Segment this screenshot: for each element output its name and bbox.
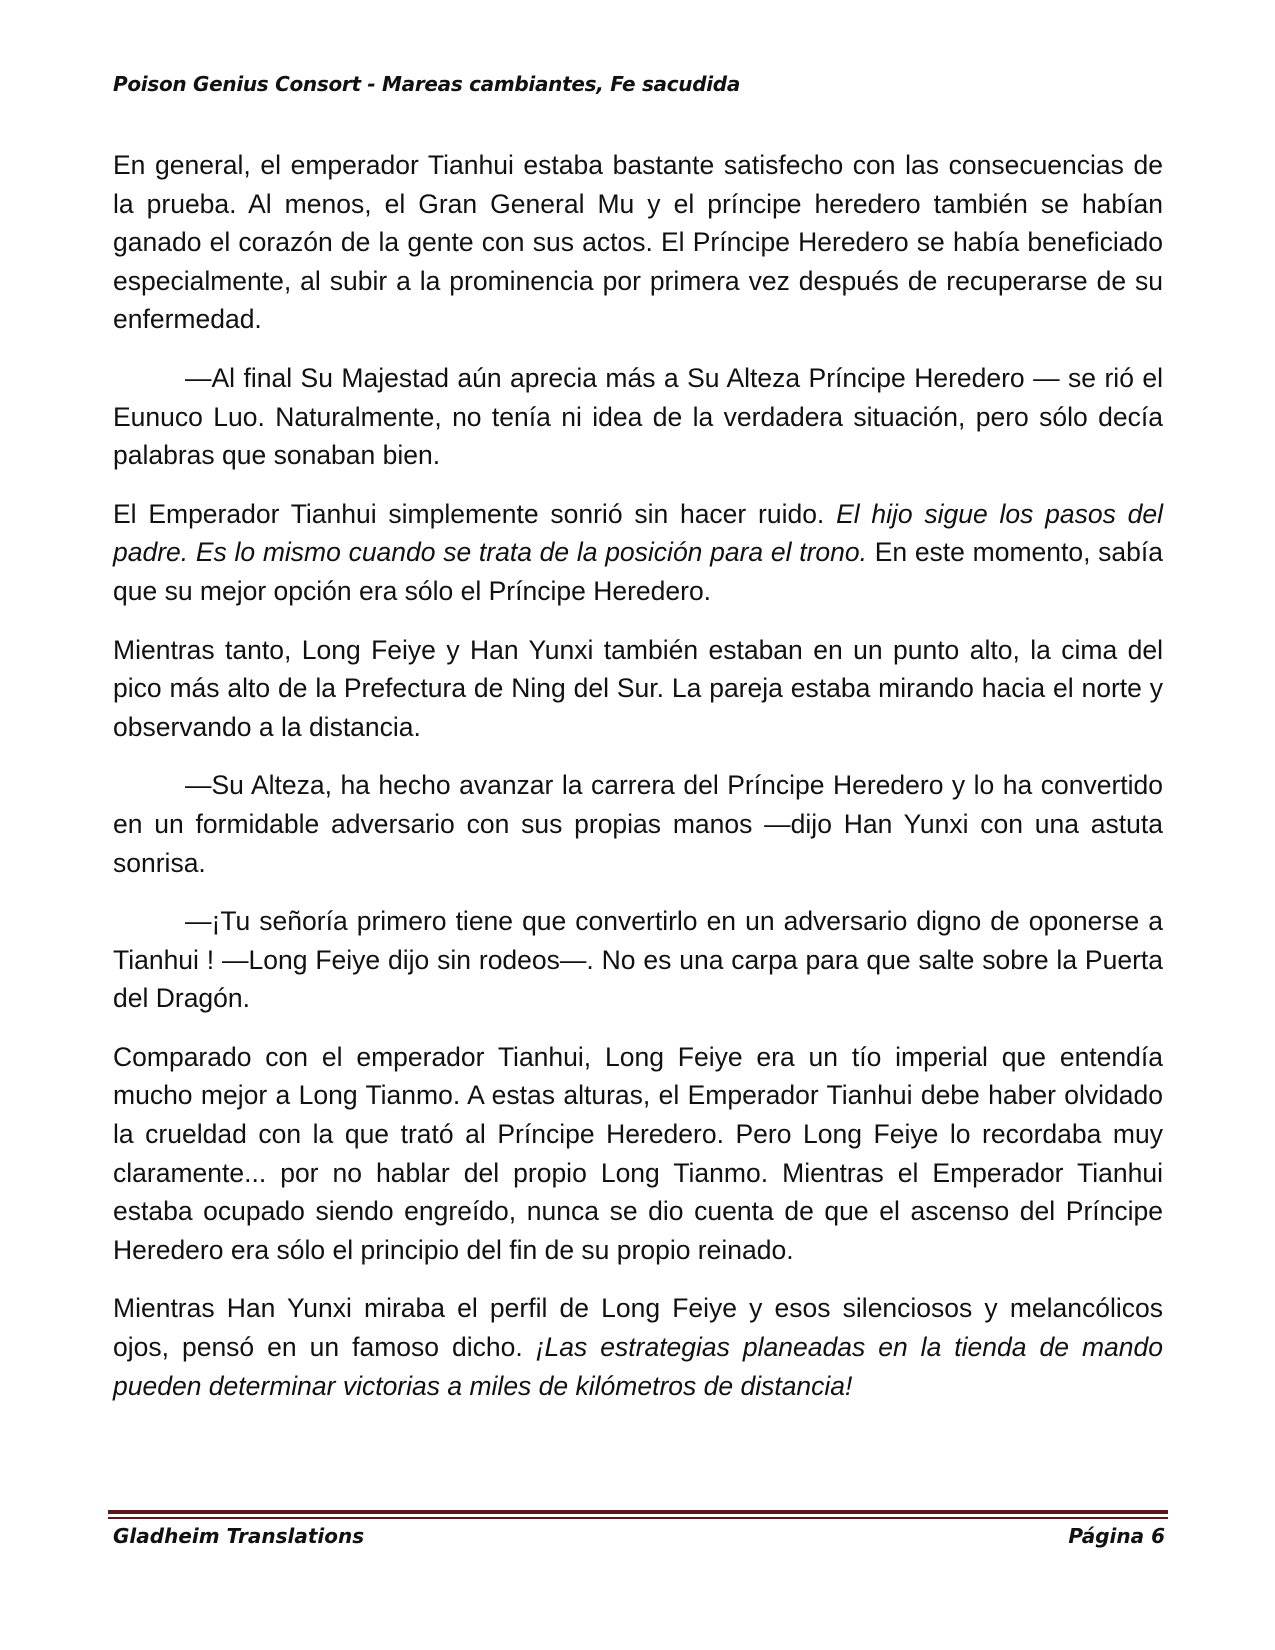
text-run: —¡Tu señoría primero tiene que convertirlo en un adversario digno de oponerse a Tianhui ! —Long Feiye dijo sin rodeos—. No es una carpa para que salte sobre la Puerta del Dragón. <box>113 906 1163 1014</box>
footer-publisher: Gladheim Translations <box>113 1524 365 1548</box>
text-run: —Su Alteza, ha hecho avanzar la carrera del Príncipe Heredero y lo ha convertido en un formidable adversario con sus propias manos —dijo Han Yunxi con una astuta sonrisa. <box>113 770 1163 878</box>
paragraph <box>113 631 1163 747</box>
footer-divider <box>108 1510 1168 1514</box>
paragraph <box>113 495 1163 611</box>
italic-text: ¡Las estrategias planeadas en la tienda de mando pueden determinar victorias a miles de kilómetros de distancia! <box>113 1332 1164 1401</box>
text-run: El Emperador Tianhui simplemente sonrió sin hacer ruido. <box>113 498 837 529</box>
text-run: Mientras tanto, Long Feiye y Han Yunxi también estaban en un punto alto, la cima del pico más alto de la Prefectura de Ning del Sur. La pareja estaba mirando hacia el norte y observando a la distancia. <box>113 634 1163 742</box>
paragraph <box>113 359 1163 475</box>
paragraph <box>113 902 1163 1018</box>
paragraph <box>113 766 1163 882</box>
paragraph <box>113 146 1163 339</box>
italic-text: El hijo sigue los pasos del padre. Es lo mismo cuando se trata de la posición para el trono. <box>113 498 1163 568</box>
footer-divider-thin <box>108 1517 1168 1519</box>
paragraph <box>113 1038 1163 1270</box>
text-run: En este momento, sabía que su mejor opción era sólo el Príncipe Heredero. <box>113 537 1163 606</box>
text-run: Mientras Han Yunxi miraba el perfil de Long Feiye y esos silenciosos y melancólicos ojos, pensó en un famoso dicho. <box>113 1293 1163 1363</box>
page-footer <box>113 1524 1165 1548</box>
text-run: Comparado con el emperador Tianhui, Long Feiye era un tío imperial que entendía mucho mejor a Long Tianmo. A estas alturas, el Emperador Tianhui debe haber olvidado la crueldad con la que trató al Príncipe Heredero. Pero Long Feiye lo recordaba muy claramente... por no hablar del propio Long Tianmo. Mientras el Emperador Tianhui estaba ocupado siendo engreído, nunca se dio cuenta de que el ascenso del Príncipe Heredero era sólo el principio del fin de su propio reinado. <box>113 1041 1163 1265</box>
footer-page-number: Página 6 <box>1068 1524 1165 1548</box>
page-header-title: Poison Genius Consort - Mareas cambiantes, Fe sacudida <box>113 72 741 96</box>
text-run: En general, el emperador Tianhui estaba bastante satisfecho con las consecuencias de la prueba. Al menos, el Gran General Mu y el príncipe heredero también se habían ganado el corazón de la gente con sus actos. El Príncipe Heredero se había beneficiado especialmente, al subir a la prominencia por primera vez después de recuperarse de su enfermedad. <box>113 150 1163 335</box>
paragraph <box>113 1289 1163 1405</box>
text-run: —Al final Su Majestad aún aprecia más a Su Alteza Príncipe Heredero — se rió el Eunuco Luo. Naturalmente, no tenía ni idea de la verdadera situación, pero sólo decía palabras que sonaban bien. <box>113 362 1163 471</box>
document-body <box>113 146 1163 1425</box>
